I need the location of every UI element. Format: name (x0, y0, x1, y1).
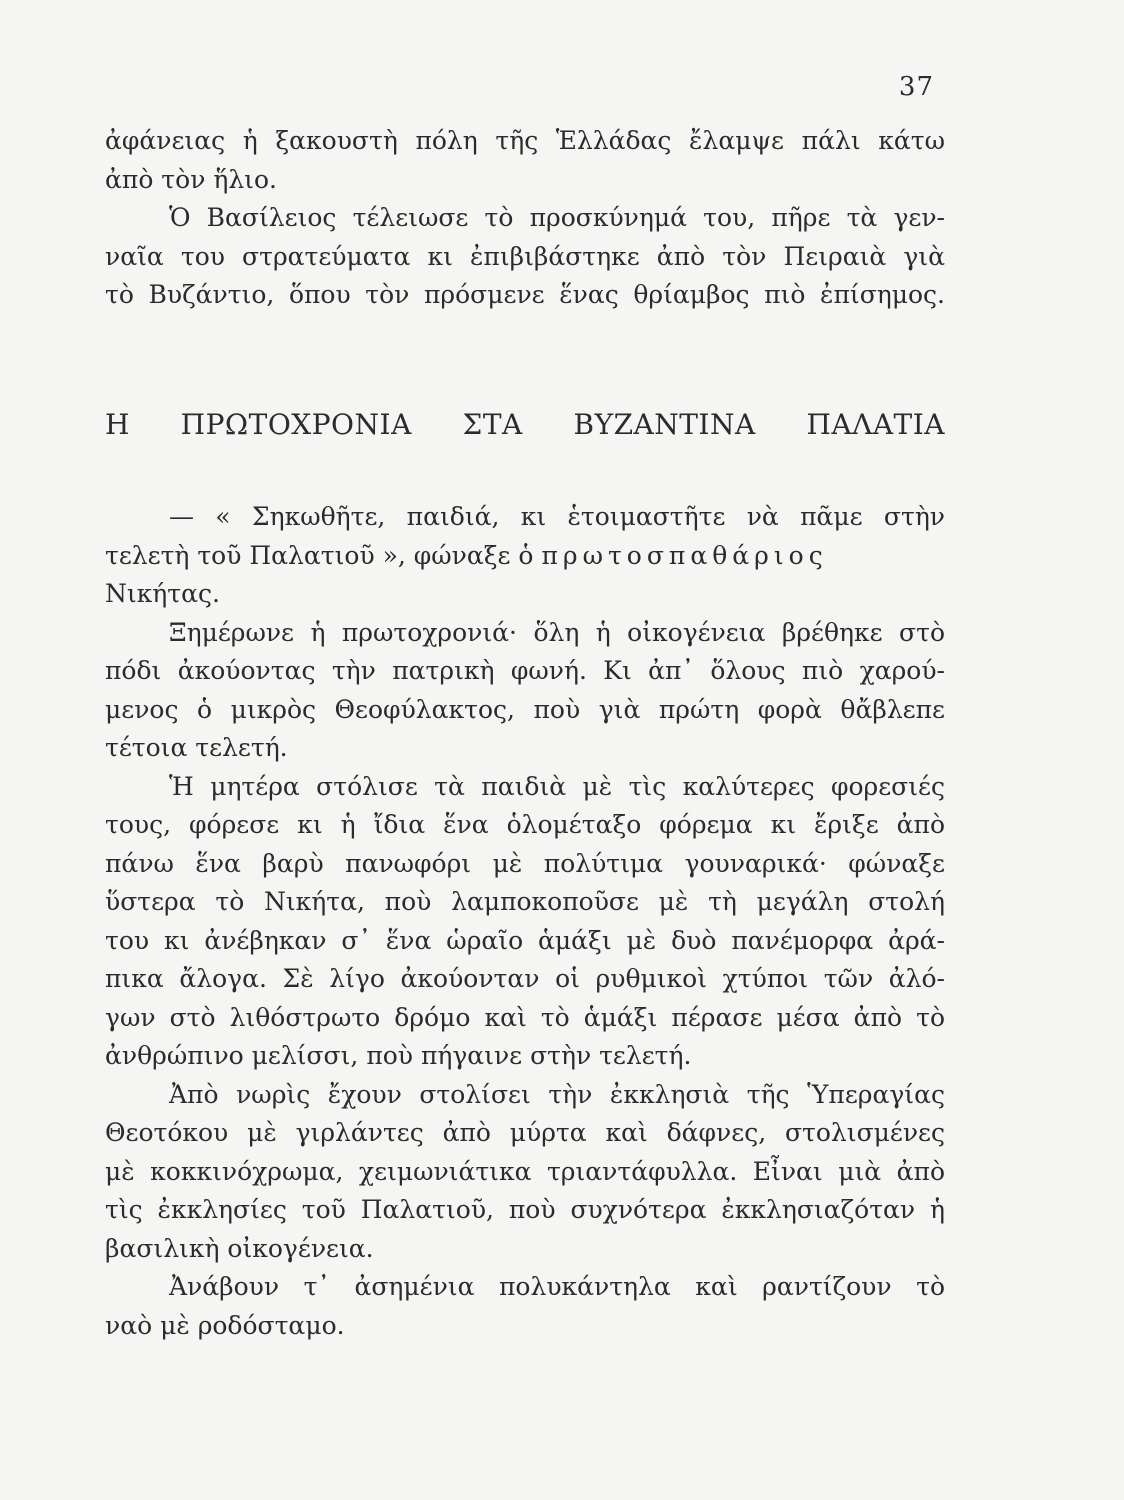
text-line: πικα ἄλογα. Σὲ λίγο ἀκούονταν οἱ ρυθμικοὶ χτύποι τῶν ἀλό- (105, 964, 945, 993)
text-line: ἀφάνειας ἡ ξακουστὴ πόλη τῆς Ἑλλάδας ἔλαμψε πάλι κάτω (105, 126, 945, 155)
dialogue-line: — « Σηκωθῆτε, παιδιά, κι ἑτοιμαστῆτε νὰ πᾶμε στὴν (169, 502, 945, 531)
text-line: ναῖα του στρατεύματα κι ἐπιβιβάστηκε ἀπὸ τὸν Πειραιὰ γιὰ (105, 241, 945, 271)
text-block-top (105, 122, 945, 315)
section-title: Η ΠΡΩΤΟΧΡΟΝΙΑ ΣΤΑ ΒΥΖΑΝΤΙΝΑ ΠΑΛΑΤΙΑ (105, 408, 945, 441)
text-line: Ξημέρωνε ἡ πρωτοχρονιά· ὅλη ἡ οἰκογένεια βρέθηκε στὸ (169, 617, 945, 647)
spaced-word: πρωτοσπαθάριος (541, 540, 828, 570)
text-line: πόδι ἀκούοντας τὴν πατρικὴ φωνή. Κι ἀπ᾽ ὅλους πιὸ χαρού- (105, 656, 945, 685)
dialogue-line (105, 537, 945, 576)
text-line: τους, φόρεσε κι ἡ ἴδια ἕνα ὁλομέταξο φόρεμα κι ἔριξε ἀπὸ (105, 810, 945, 839)
text-line: ναὸ μὲ ροδόσταμο. (105, 1310, 345, 1340)
text-line: Ἀπὸ νωρὶς ἔχουν στολίσει τὴν ἐκκλησιὰ τῆς Ὑπεραγίας (169, 1079, 945, 1109)
text-line: τὶς ἐκκλησίες τοῦ Παλατιοῦ, ποὺ συχνότερα ἐκκλησιαζόταν ἡ (105, 1195, 945, 1224)
text-line: ἀνθρώπινο μελίσσι, ποὺ πήγαινε στὴν τελετή. (105, 1041, 692, 1070)
text-line: μὲ κοκκινόχρωμα, χειμωνιάτικα τριαντάφυλλα. Εἶναι μιὰ ἀπὸ (105, 1156, 945, 1186)
text-line: Ὁ Βασίλειος τέλειωσε τὸ προσκύνημά του, πῆρε τὰ γεν- (169, 203, 945, 232)
dialogue-line: Νικήτας. (105, 579, 220, 608)
text-line: Ἡ μητέρα στόλισε τὰ παιδιὰ μὲ τὶς καλύτερες φορεσιές (169, 771, 945, 801)
text-line: γων στὸ λιθόστρωτο δρόμο καὶ τὸ ἁμάξι πέρασε μέσα ἀπὸ τὸ (105, 1002, 945, 1032)
text-line: Θεοτόκου μὲ γιρλάντες ἀπὸ μύρτα καὶ δάφνες, στολισμένες (105, 1118, 945, 1147)
text-line: ἀπὸ τὸν ἥλιο. (105, 164, 277, 194)
text-line: τὸ Βυζάντιο, ὅπου τὸν πρόσμενε ἕνας θρίαμβος πιὸ ἐπίσημος. (105, 280, 945, 309)
text-line: ὕστερα τὸ Νικήτα, ποὺ λαμποκοποῦσε μὲ τὴ μεγάλη στολή (105, 887, 945, 916)
page-number: 37 (898, 72, 934, 102)
text-line: Ἀνάβουν τ᾽ ἀσημένια πολυκάντηλα καὶ ραντίζουν τὸ (169, 1272, 945, 1301)
text-line: τέτοια τελετή. (105, 733, 288, 762)
text-line: βασιλικὴ οἰκογένεια. (105, 1233, 374, 1263)
dialogue-text: τελετὴ τοῦ Παλατιοῦ », φώναξε ὁ (105, 540, 542, 570)
text-line: μενος ὁ μικρὸς Θεοφύλακτος, ποὺ γιὰ πρώτη φορὰ θἄβλεπε (105, 694, 945, 724)
text-line: πάνω ἕνα βαρὺ πανωφόρι μὲ πολύτιμα γουναρικά· φώναξε (105, 848, 945, 878)
text-block-bottom (105, 498, 945, 1345)
text-line: του κι ἀνέβηκαν σ᾽ ἕνα ὡραῖο ἁμάξι μὲ δυὸ πανέμορφα ἀρά- (105, 925, 945, 955)
